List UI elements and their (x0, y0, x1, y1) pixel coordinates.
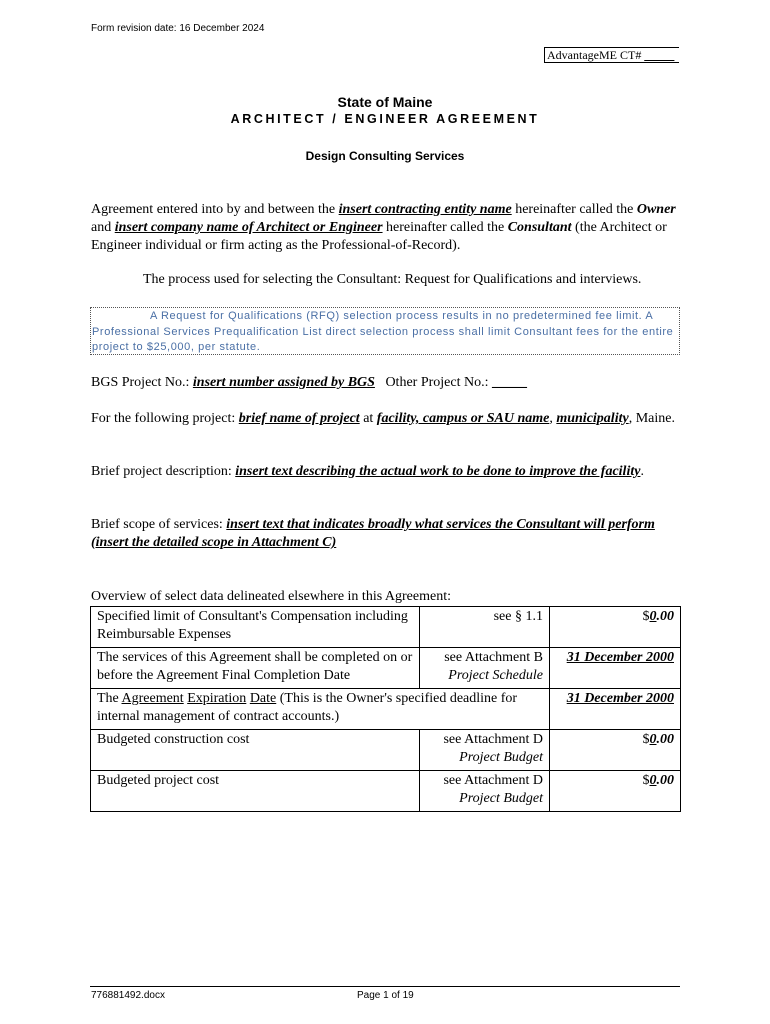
row-description: Specified limit of Consultant's Compensation including Reimbursable Expenses (91, 607, 420, 648)
desc-text: (This is the Owner's specified deadline for internal management of contract accounts.) (97, 691, 518, 724)
date-field[interactable]: 31 December 2000 (566, 691, 674, 706)
footer-divider (90, 986, 680, 987)
expiration-date[interactable] (550, 689, 681, 730)
intro-paragraph (91, 201, 681, 255)
description-label: Brief project description: (91, 464, 236, 479)
footer-page-number: Page 1 of 19 (357, 990, 414, 1001)
project-text: at (359, 411, 377, 426)
contract-number-label: AdvantageME CT# (547, 48, 642, 62)
rfq-note-box (90, 307, 680, 355)
owner-name-field[interactable]: insert contracting entity name (338, 202, 512, 217)
intro-text: Agreement entered into by and between the (91, 202, 339, 217)
overview-heading: Overview of select data delineated elsewhere in this Agreement: (91, 589, 451, 604)
table-row (91, 689, 681, 730)
row-description: The services of this Agreement shall be completed on or before the Agreement Final Completion Date (91, 648, 420, 689)
state-title: State of Maine (337, 94, 433, 110)
consultant-name-field[interactable]: insert company name of Architect or Engineer (114, 220, 383, 235)
scope-of-services-line (91, 516, 681, 552)
reference-document: Project Budget (459, 791, 543, 806)
reference-text: see Attachment B (444, 650, 543, 665)
other-project-number-field[interactable]: _____ (491, 375, 527, 390)
date-field[interactable]: 31 December 2000 (566, 650, 674, 665)
scope-label: Brief scope of services: (91, 517, 227, 532)
row-description: Budgeted project cost (91, 771, 420, 812)
value-field[interactable]: 0 (649, 732, 657, 747)
desc-underlined: Date (249, 691, 277, 706)
project-line (91, 410, 681, 428)
footer-filename: 776881492.docx (91, 990, 165, 1001)
facility-field[interactable]: facility, campus or SAU name (376, 411, 550, 426)
other-project-label: Other Project No.: (374, 375, 492, 390)
compensation-limit-value[interactable] (550, 607, 681, 648)
agreement-title: ARCHITECT / ENGINEER AGREEMENT (230, 112, 540, 126)
row-reference (420, 730, 550, 771)
overview-table (90, 606, 681, 812)
value-decimals: .00 (656, 773, 674, 788)
project-text: , Maine. (628, 411, 675, 426)
intro-text: and (91, 220, 115, 235)
desc-underlined: Expiration (187, 691, 247, 706)
rfq-note-text: A Request for Qualifications (RFQ) selection process results in no predetermined fee limit. A Professional Services Prequalification List direct selection process shall limit Consultant fees for the entire project to $25,000, per statute. (92, 310, 674, 353)
reference-document: Project Budget (459, 750, 543, 765)
row-reference (420, 648, 550, 689)
intro-text: hereinafter called the (382, 220, 508, 235)
table-row (91, 607, 681, 648)
agreement-subtitle: Design Consulting Services (305, 149, 465, 163)
bgs-label: BGS Project No.: (91, 375, 193, 390)
value-field[interactable]: 0 (649, 609, 657, 624)
final-completion-date[interactable] (550, 648, 681, 689)
project-name-field[interactable]: brief name of project (238, 411, 360, 426)
value-decimals: .00 (656, 609, 674, 624)
value-field[interactable]: 0 (649, 773, 657, 788)
project-cost-value[interactable] (550, 771, 681, 812)
reference-text: see § 1.1 (493, 609, 543, 624)
table-row (91, 730, 681, 771)
table-row (91, 771, 681, 812)
form-revision-date: Form revision date: 16 December 2024 (91, 23, 265, 34)
value-decimals: .00 (656, 732, 674, 747)
desc-text: The (97, 691, 122, 706)
row-description (91, 689, 550, 730)
bgs-project-line (91, 374, 681, 392)
description-text: . (640, 464, 644, 479)
reference-text: see Attachment D (443, 732, 543, 747)
currency-sign: $ (642, 732, 650, 747)
project-description-line (91, 463, 681, 481)
currency-sign: $ (642, 773, 650, 788)
municipality-field[interactable]: municipality (556, 411, 629, 426)
row-reference (420, 771, 550, 812)
bgs-project-number-field[interactable]: insert number assigned by BGS (192, 375, 375, 390)
project-text: , (549, 411, 557, 426)
construction-cost-value[interactable] (550, 730, 681, 771)
intro-text: hereinafter called the (511, 202, 637, 217)
row-description: Budgeted construction cost (91, 730, 420, 771)
owner-term: Owner (636, 202, 676, 217)
table-row (91, 648, 681, 689)
row-reference (420, 607, 550, 648)
scope-of-services-field[interactable]: insert text that indicates broadly what services the Consultant will perform (insert the detailed scope in Attachment C) (91, 517, 655, 550)
selection-process-text: The process used for selecting the Consultant: Request for Qualifications and interviews. (143, 272, 642, 287)
reference-document: Project Schedule (448, 668, 543, 683)
consultant-term: Consultant (507, 220, 572, 235)
contract-number-blank[interactable]: _____ (644, 48, 675, 62)
contract-number-box (544, 47, 679, 63)
intro-text: (the Architect or Engineer individual or firm acting as the Professional-of-Record). (91, 220, 667, 253)
project-label: For the following project: (91, 411, 239, 426)
reference-text: see Attachment D (443, 773, 543, 788)
desc-underlined: Agreement (121, 691, 184, 706)
project-description-field[interactable]: insert text describing the actual work to be done to improve the facility (235, 464, 641, 479)
currency-sign: $ (642, 609, 650, 624)
